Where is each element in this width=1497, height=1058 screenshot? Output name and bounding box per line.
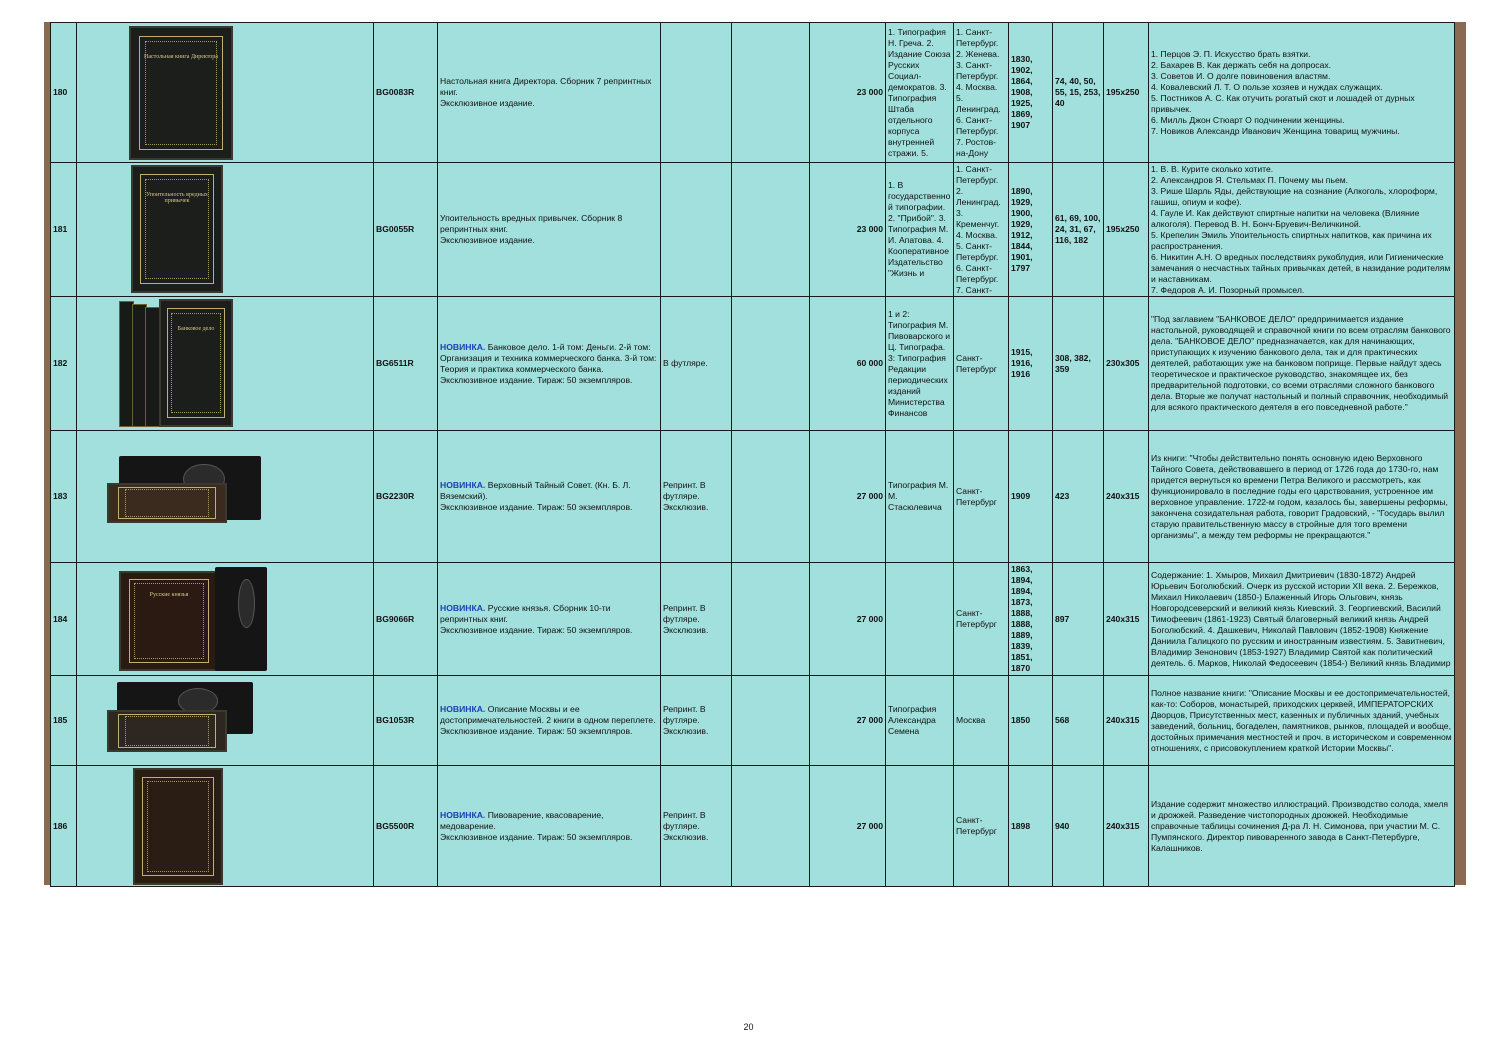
pages-text: 61, 69, 100, 24, 31, 67, 116, 182	[1055, 213, 1101, 245]
year-cell	[1009, 431, 1053, 563]
size-text: 195x250	[1106, 224, 1140, 234]
edition-note: Эксклюзивное издание.	[440, 235, 535, 245]
desc-cell	[1149, 163, 1455, 297]
desc-text: "Под заглавием "БАНКОВОЕ ДЕЛО" предпринимается издание настольной, руководящей и справочной книги по всем отраслям банкового дела. "БАНКОВОЕ ДЕЛО" предназначается, как для начинающих, приступающих к изучению банкового дела, так и для практических деятелей, работающих уже на банковом поприще. Первые найдут здесь теоретическое и практическое руководство, знакомящее их, без предварительной подготовки, со всеми отраслями сложного банкового дела. Вторые же получат настольный и полный справочник, необходимый для всякого практического деятеля в его повседневной работе."	[1151, 314, 1451, 412]
printer-cell	[886, 23, 954, 163]
code-cell	[374, 431, 438, 563]
city-cell	[954, 23, 1009, 163]
year-cell	[1009, 23, 1053, 163]
edition-note: Эксклюзивное издание. Тираж: 50 экземпляров.	[440, 624, 633, 635]
desc-cell	[1149, 766, 1455, 887]
empty-cell	[732, 163, 810, 297]
pages-text: 568	[1055, 715, 1070, 725]
num-cell	[51, 163, 77, 297]
book-cover-image	[131, 165, 223, 293]
title-cell	[438, 676, 661, 766]
new-badge: НОВИНКА.	[440, 480, 486, 490]
year-text: 1890, 1929, 1900, 1929, 1912, 1844, 1901, 1797	[1011, 185, 1033, 273]
city-text: Москва	[956, 715, 986, 725]
desc-text: 1. В. В. Курите сколько хотите. 2. Александров Я. Стельмах П. Почему мы пьем. 3. Рише Шарль Яды, действующие на сознание (Алкоголь, хлороформ, гашиш, опиум и кофе). 4. Гауле И. Как действуют спиртные напитки на человека (Влияние алкоголя). Перевод В. Н. Бонч-Бруевич-Величкиной. 5. Крепелин Эмиль Упоительность спиртных напитков, как причина их распространения. 6. Никитин А.Н. О вредных последствиях рукоблудия, или Гигиенические замечания о несчастных тайных привычках детей, в назидание родителям и наставникам. 7. Федоров А. И. Позорный промысел.	[1151, 164, 1451, 295]
price-text: 23 000	[856, 87, 883, 97]
book-image-cell	[77, 163, 374, 297]
printer-text: Типография Александра Семена	[888, 704, 937, 736]
title-text: Описание Москвы и ее достопримечательностей. 2 книги в одном переплете.	[440, 704, 656, 725]
book-case-image	[215, 567, 267, 671]
size-text: 195x250	[1106, 87, 1140, 97]
desc-text: Полное название книги: "Описание Москвы и ее достопримечательностей, как-то: Соборов, монастырей, приходских церквей, ИМПЕРАТОРСКИХ Дворцов, Присутственных мест, казенных и публичных зданий, учебных заведений, больниц, богаделен, памятников, рынков, площадей и вообще, достойных примечания местностей и проч. в историческом и современном отношениях, с присовокуплением краткой Истории Москвы".	[1151, 687, 1452, 753]
size-text: 240x315	[1106, 820, 1140, 831]
title-text: Верховный Тайный Совет. (Кн. Б. Л. Вяземский).	[440, 480, 631, 501]
city-text: Санкт-Петербург	[956, 485, 997, 507]
price-cell	[810, 23, 886, 163]
city-text: 1. Санкт-Петербург. 2. Ленинград. 3. Кременчуг. 4. Москва. 5. Санкт-Петербург. 6. Санкт-Петербург. 7. Санкт-	[956, 164, 1001, 295]
printer-cell	[886, 766, 954, 887]
desc-text: Содержание: 1. Хмыров, Михаил Дмитриевич (1830-1872) Андрей Юрьевич Боголюбский. Очерк из русской истории XII века. 2. Бережков, Михаил Николаевич (1850-) Блаженный Игорь Ольгович, князь Новгородсеверский и великий князь Киевский. 3. Георгиевский, Василий Тимофеевич (1861-1923) Святый благоверный великий князь Андрей Боголюбский. 4. Дашкевич, Николай Павлович (1852-1908) Княжение Даниила Галицкого по русским и иностранным известиям. 5. Завитневич, Владимир Зенонович (1853-1927) Владимир Святой как политический деятель. 6. Марков, Николай Федосеевич (1854-) Великий князь Владимир	[1151, 569, 1451, 668]
price-cell	[810, 297, 886, 431]
binding-cell	[661, 676, 732, 766]
book-spine-image	[145, 307, 160, 427]
binding-text: Репринт. В футляре. Эксклюзив.	[663, 809, 709, 842]
size-text: 230x305	[1106, 358, 1140, 368]
book-cover-image	[107, 710, 227, 752]
new-badge: НОВИНКА.	[440, 809, 486, 820]
year-text: 1909	[1011, 491, 1031, 501]
code-text: BG1053R	[376, 715, 415, 725]
price-cell	[810, 163, 886, 297]
code-text: BG9066R	[376, 613, 415, 624]
desc-cell	[1149, 431, 1455, 563]
code-text: BG0055R	[376, 224, 415, 234]
code-cell	[374, 676, 438, 766]
num-cell	[51, 563, 77, 676]
num-cell	[51, 431, 77, 563]
price-cell	[810, 676, 886, 766]
year-cell	[1009, 297, 1053, 431]
num-text: 181	[53, 224, 68, 234]
city-text: Санкт-Петербург	[956, 608, 997, 629]
size-cell	[1104, 676, 1149, 766]
num-text: 183	[53, 491, 68, 501]
empty-cell	[732, 23, 810, 163]
pages-cell	[1053, 676, 1104, 766]
printer-cell	[886, 163, 954, 297]
desc-cell	[1149, 297, 1455, 431]
city-cell	[954, 431, 1009, 563]
title-cell	[438, 297, 661, 431]
book-cover-image	[133, 768, 223, 885]
printer-cell	[886, 431, 954, 563]
pages-cell	[1053, 431, 1104, 563]
price-text: 27 000	[856, 820, 883, 831]
binding-cell	[661, 23, 732, 163]
size-cell	[1104, 297, 1149, 431]
code-cell	[374, 163, 438, 297]
book-cover-image	[107, 483, 227, 523]
size-cell	[1104, 163, 1149, 297]
pages-text: 940	[1055, 820, 1070, 831]
year-text: 1915, 1916, 1916	[1011, 347, 1033, 379]
printer-text: 1. В государственной типографии. 2. "Прибой". 3. Типография М. И. Апатова. 4. Кооперативное Издательство "Жизнь и	[888, 180, 951, 278]
year-text: 1863, 1894, 1894, 1873, 1888, 1888, 1889, 1839, 1851, 1870	[1011, 564, 1033, 673]
num-cell	[51, 297, 77, 431]
size-text: 240x315	[1106, 613, 1140, 624]
num-cell	[51, 23, 77, 163]
title-text: Настольная книга Директора. Сборник 7 репринтных книг.	[440, 76, 652, 97]
binding-cell	[661, 563, 732, 676]
book-image-cell	[77, 23, 374, 163]
title-text: Упоительность вредных привычек. Сборник 8 репринтных книг.	[440, 213, 623, 234]
title-text: Русские князья. Сборник 10-ти репринтных книг.	[440, 602, 611, 624]
city-cell	[954, 163, 1009, 297]
empty-cell	[732, 676, 810, 766]
code-cell	[374, 23, 438, 163]
num-cell	[51, 676, 77, 766]
book-cover-image	[119, 571, 219, 671]
table-row	[51, 163, 1455, 297]
city-text: Санкт-Петербург	[956, 352, 997, 374]
cover-title: Упоительность вредных привычек	[146, 191, 208, 205]
year-text: 1850	[1011, 715, 1031, 725]
title-cell	[438, 163, 661, 297]
code-text: BG0083R	[376, 87, 415, 97]
title-cell	[438, 563, 661, 676]
num-cell	[51, 766, 77, 887]
empty-cell	[732, 766, 810, 887]
code-cell	[374, 563, 438, 676]
title-cell	[438, 766, 661, 887]
binding-cell	[661, 163, 732, 297]
city-text: 1. Санкт-Петербург. 2. Женева. 3. Санкт-Петербург. 4. Москва. 5. Ленинград. 6. Санкт-Петербург. 7. Ростов-на-Дону	[956, 26, 1001, 158]
pages-cell	[1053, 766, 1104, 887]
book-cover-image	[129, 26, 233, 160]
size-text: 240x315	[1106, 491, 1140, 501]
pages-cell	[1053, 563, 1104, 676]
desc-cell	[1149, 563, 1455, 676]
price-cell	[810, 431, 886, 563]
year-cell	[1009, 676, 1053, 766]
city-cell	[954, 297, 1009, 431]
binding-text: В футляре.	[663, 358, 708, 368]
catalog-table	[50, 22, 1455, 887]
size-cell	[1104, 563, 1149, 676]
page-number: 20	[743, 1022, 754, 1032]
num-text: 184	[53, 613, 68, 624]
edition-note: Эксклюзивное издание. Тираж: 50 экземпляров.	[440, 502, 633, 512]
book-image-cell	[77, 676, 374, 766]
binding-text: Репринт. В футляре. Эксклюзив.	[663, 602, 709, 635]
price-text: 27 000	[856, 491, 883, 501]
desc-cell	[1149, 23, 1455, 163]
price-cell	[810, 766, 886, 887]
table-row	[51, 297, 1455, 431]
new-badge: НОВИНКА.	[440, 341, 486, 352]
printer-text: 1. Типография Н. Греча. 2. Издание Союза Русских Социал-демократов. 3. Типография Штаба отдельного корпуса внутренней стражи. 5.	[888, 26, 951, 158]
num-text: 185	[53, 715, 68, 725]
book-image-cell	[77, 431, 374, 563]
book-image-cell	[77, 297, 374, 431]
binding-text: Репринт. В футляре. Эксклюзив.	[663, 704, 709, 736]
title-text: Пивоварение, квасоварение, медоварение.	[440, 809, 604, 831]
size-cell	[1104, 431, 1149, 563]
binding-cell	[661, 766, 732, 887]
new-badge: НОВИНКА.	[440, 704, 486, 714]
pages-cell	[1053, 163, 1104, 297]
title-text: Банковое дело. 1-й том: Деньги. 2-й том: Организация и техника коммерческого банка. 3-й том: Теория и практика коммерческого банка.	[440, 341, 657, 374]
printer-text: Типография М. М. Стасюлевича	[888, 480, 949, 512]
year-cell	[1009, 163, 1053, 297]
table-row	[51, 431, 1455, 563]
binding-cell	[661, 297, 732, 431]
cover-title: Русские князья	[149, 592, 189, 599]
pages-cell	[1053, 297, 1104, 431]
year-cell	[1009, 766, 1053, 887]
book-image-cell	[77, 766, 374, 887]
code-text: BG5500R	[376, 820, 415, 831]
table-row	[51, 676, 1455, 766]
cover-title: Банковое дело	[177, 325, 215, 332]
cover-title: Настольная книга Директора	[144, 54, 218, 60]
desc-text: 1. Перцов Э. П. Искусство брать взятки. 2. Бахарев В. Как держать себя на допросах. 3. Советов И. О долге повиновения властям. 4. Ковалевский Л. Т. О пользе хозяев и нуждах служащих. 5. Постников А. С. Как отучить рогатый скот и лошадей от дурных привычек. 6. Милль Джон Стюарт О подчинении женщины. 7. Новиков Александр Иванович Женщина товарищ мужчины.	[1151, 48, 1415, 136]
size-cell	[1104, 766, 1149, 887]
book-image-cell	[77, 563, 374, 676]
desc-cell	[1149, 676, 1455, 766]
year-text: 1898	[1011, 820, 1031, 831]
pages-cell	[1053, 23, 1104, 163]
printer-text: 1 и 2: Типография М. Пивоварского и Ц. Типографа. 3: Типография Редакции периодических изданий Министерства Финансов	[888, 308, 951, 418]
table-row	[51, 766, 1455, 887]
book-cover-image	[159, 299, 233, 427]
num-text: 180	[53, 87, 68, 97]
code-cell	[374, 297, 438, 431]
new-badge: НОВИНКА.	[440, 602, 486, 613]
table-row	[51, 23, 1455, 163]
pages-text: 423	[1055, 491, 1070, 501]
empty-cell	[732, 297, 810, 431]
city-cell	[954, 563, 1009, 676]
desc-text: Издание содержит множество иллюстраций. Производство солода, хмеля и дрожжей. Разведение чистопородных дрожжей. Необходимые справочные таблицы сочинения Д-ра Л. Н. Симонова, при участии М. С. Пумпянского. Директор пивоваренного завода в Санкт-Петербурге, Калашников.	[1151, 798, 1449, 853]
printer-cell	[886, 676, 954, 766]
table-row	[51, 563, 1455, 676]
desc-text: Из книги: "Чтобы действительно понять основную идею Верховного Тайного Совета, действовавшего в период от 1726 года до 1730-го, нам придется вернуться ко времени Петра Великого и рассмотреть, как функционировало в последние годы его царствования, устроенное им верховное управление. 1722-м годом, казалось бы, завершены реформы, закончена созидательная работа, говорит Градовский, - "Государь вылил старую правительственную массу в стройные для того времени организмы", а между тем реформы не прекращаются."	[1151, 452, 1448, 540]
pages-text: 74, 40, 50, 55, 15, 253, 40	[1055, 76, 1101, 108]
edition-note: Эксклюзивное издание.	[440, 98, 535, 108]
price-text: 23 000	[856, 224, 883, 234]
city-cell	[954, 676, 1009, 766]
title-cell	[438, 431, 661, 563]
pages-text: 308, 382, 359	[1055, 352, 1091, 374]
printer-cell	[886, 297, 954, 431]
binding-cell	[661, 431, 732, 563]
empty-cell	[732, 563, 810, 676]
code-text: BG6511R	[376, 358, 414, 368]
edition-note: Эксклюзивное издание. Тираж: 50 экземпляров.	[440, 831, 633, 842]
year-cell	[1009, 563, 1053, 676]
price-text: 27 000	[856, 613, 883, 624]
city-cell	[954, 766, 1009, 887]
num-text: 186	[53, 820, 68, 831]
num-text: 182	[53, 358, 68, 368]
size-text: 240x315	[1106, 715, 1140, 725]
binding-text: Репринт. В футляре. Эксклюзив.	[663, 480, 709, 512]
price-cell	[810, 563, 886, 676]
edition-note: Эксклюзивное издание. Тираж: 50 экземпляров.	[440, 726, 633, 736]
size-cell	[1104, 23, 1149, 163]
title-cell	[438, 23, 661, 163]
code-cell	[374, 766, 438, 887]
price-text: 60 000	[856, 358, 883, 368]
empty-cell	[732, 431, 810, 563]
city-text: Санкт-Петербург	[956, 815, 997, 836]
code-text: BG2230R	[376, 491, 415, 501]
pages-text: 897	[1055, 613, 1070, 624]
printer-cell	[886, 563, 954, 676]
edition-note: Эксклюзивное издание. Тираж: 50 экземпляров.	[440, 374, 633, 385]
price-text: 27 000	[856, 715, 883, 725]
year-text: 1830, 1902, 1864, 1908, 1925, 1869, 1907	[1011, 54, 1033, 130]
